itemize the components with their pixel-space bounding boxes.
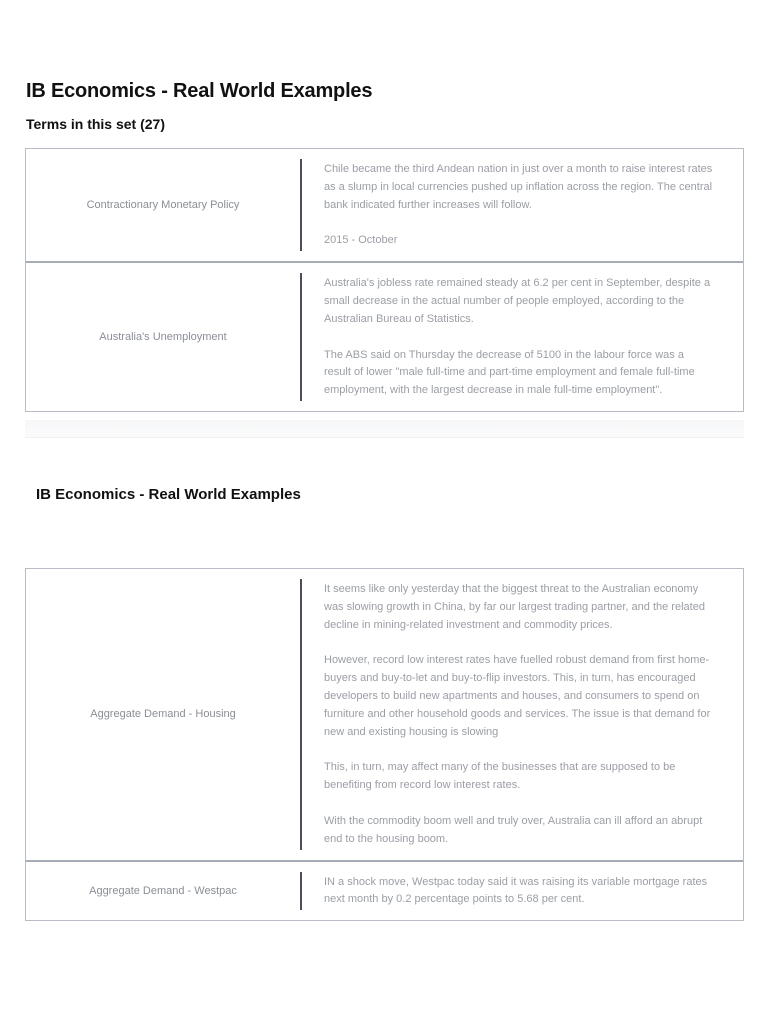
section-title: IB Economics - Real World Examples [36, 486, 301, 503]
set-title: IB Economics - Real World Examples [26, 80, 373, 102]
definition [324, 263, 743, 411]
term: Aggregate Demand - Housing [90, 708, 236, 721]
term: Australia's Unemployment [99, 331, 227, 344]
card-divider [300, 273, 302, 401]
definition-paragraph: However, record low interest rates have fuelled robust demand from first home-buyers and buy-to-let and buy-to-flip investors. This, in turn, has encouraged developers to build new apartments and houses, and consumers to spend on furniture and other household goods and services. The issue is that demand for new and existing housing is slowing [324, 654, 711, 738]
definition-paragraph: It seems like only yesterday that the biggest threat to the Australian economy was slowing growth in China, by far our largest trading partner, and the related decline in mining-related investment and commodity prices. [324, 583, 705, 631]
card-divider [300, 579, 302, 850]
flashcard-row [26, 149, 743, 261]
definition-paragraph: Chile became the third Andean nation in just over a month to raise interest rates as a slump in local currencies pushed up inflation across the region. The central bank indicated further increases will follow. [324, 163, 713, 211]
term: Contractionary Monetary Policy [86, 199, 240, 212]
definition [324, 862, 743, 921]
card-divider [300, 159, 302, 251]
terms-count: Terms in this set (27) [26, 116, 166, 132]
definition-paragraph: Australia's jobless rate remained steady at 6.2 per cent in September, despite a small decrease in the actual number of people employed, according to the Australian Bureau of Statistics. [324, 277, 711, 325]
card-divider [300, 872, 302, 911]
flashcard-row [26, 261, 743, 411]
definition-paragraph: The ABS said on Thursday the decrease of 5100 in the labour force was a result of lower "male full-time and part-time employment and female full-time employment, with the largest decrease in male full-time employment". [324, 348, 695, 397]
term: Aggregate Demand - Westpac [89, 884, 237, 897]
flashcard-table-1 [25, 148, 744, 412]
flashcard-row [26, 860, 743, 921]
flashcard-row [26, 569, 743, 860]
definition-paragraph: 2015 - October [324, 234, 398, 247]
definition-paragraph: IN a shock move, Westpac today said it was raising its variable mortgage rates next month by 0.2 percentage points to 5.68 per cent. [324, 875, 708, 906]
page-break-band [25, 420, 744, 438]
flashcard-table-2 [25, 568, 744, 921]
definition [324, 569, 743, 860]
definition [324, 149, 743, 261]
definition-paragraph: With the commodity boom well and truly over, Australia can ill afford an abrupt end to the housing boom. [324, 814, 703, 845]
definition-paragraph: This, in turn, may affect many of the businesses that are supposed to be benefiting from record low interest rates. [324, 761, 676, 792]
